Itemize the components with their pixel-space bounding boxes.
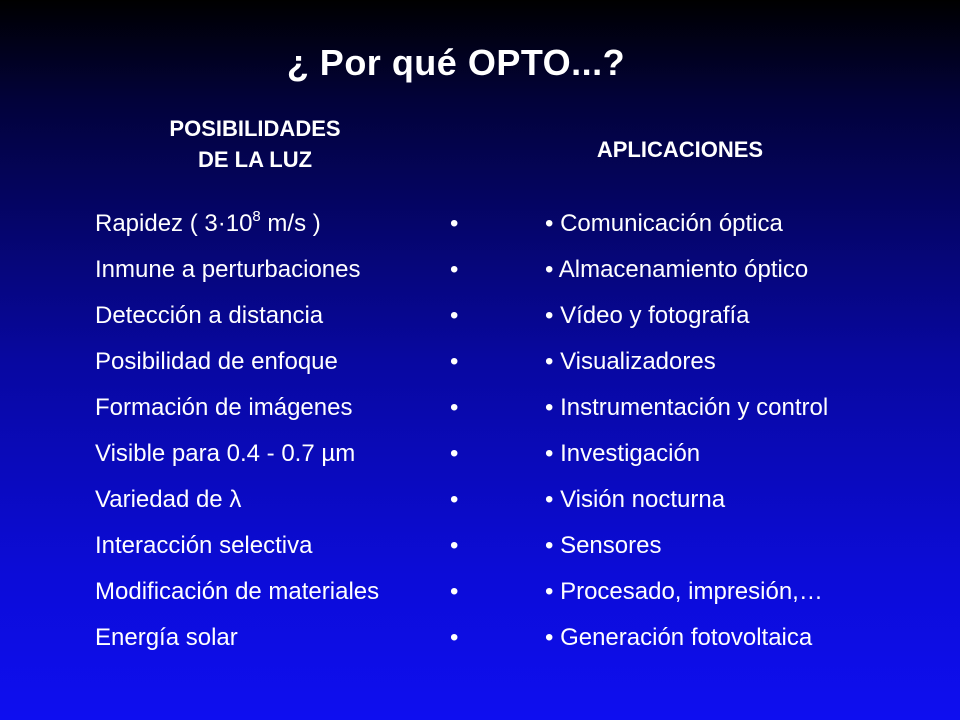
header-posibilidades: [140, 113, 370, 175]
list-row: [0, 348, 960, 394]
property-item: Detección a distancia: [95, 302, 324, 329]
exponent: 8: [252, 208, 261, 225]
list-row: [0, 624, 960, 670]
property-item: Posibilidad de enfoque: [95, 348, 338, 375]
bullet-icon: •: [450, 486, 459, 513]
list-row: [0, 578, 960, 624]
bullet-icon: •: [450, 394, 459, 421]
application-item: • Investigación: [545, 440, 701, 467]
header-aplicaciones: [545, 134, 815, 165]
application-item: • Vídeo y fotografía: [545, 302, 750, 329]
property-item: [95, 210, 321, 238]
header-posibilidades-line1: POSIBILIDADES: [169, 116, 341, 141]
header-posibilidades-line2: DE LA LUZ: [197, 147, 313, 172]
bullet-icon: •: [450, 302, 459, 329]
bullet-icon: •: [450, 532, 459, 559]
slide-title: ¿ Por qué OPTO...?: [286, 42, 626, 83]
property-text: Rapidez ( 3·10: [95, 210, 253, 237]
property-text-end: m/s ): [260, 210, 321, 237]
list-row: [0, 486, 960, 532]
application-item: • Generación fotovoltaica: [545, 624, 813, 651]
application-item: • Visión nocturna: [545, 486, 726, 513]
list-row: [0, 394, 960, 440]
bullet-icon: •: [450, 210, 459, 237]
list-row: [0, 210, 960, 256]
property-item: Interacción selectiva: [95, 532, 313, 559]
property-item: Visible para 0.4 - 0.7 µm: [95, 440, 356, 467]
property-item: Modificación de materiales: [95, 578, 380, 605]
header-aplicaciones-text: APLICACIONES: [596, 137, 764, 162]
application-item: • Instrumentación y control: [545, 394, 829, 421]
list-row: [0, 256, 960, 302]
list-row: [0, 302, 960, 348]
property-item: Formación de imágenes: [95, 394, 353, 421]
bullet-icon: •: [450, 440, 459, 467]
property-item: Energía solar: [95, 624, 238, 651]
property-item: Inmune a perturbaciones: [95, 256, 361, 283]
bullet-icon: •: [450, 578, 459, 605]
property-item: Variedad de λ: [95, 486, 242, 513]
application-item: • Procesado, impresión,…: [545, 578, 823, 605]
application-item: • Sensores: [545, 532, 662, 559]
list-row: [0, 440, 960, 486]
list-row: [0, 532, 960, 578]
application-item: • Comunicación óptica: [545, 210, 783, 237]
bullet-icon: •: [450, 256, 459, 283]
application-item: • Almacenamiento óptico: [545, 256, 809, 283]
bullet-icon: •: [450, 348, 459, 375]
application-item: • Visualizadores: [545, 348, 716, 375]
bullet-icon: •: [450, 624, 459, 651]
